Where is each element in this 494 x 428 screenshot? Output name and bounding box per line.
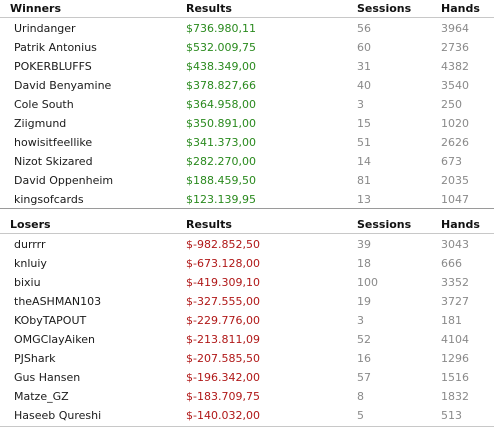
sessions-value: 5 xyxy=(357,409,364,422)
winners-table xyxy=(0,0,494,208)
player-name: POKERBLUFFS xyxy=(14,60,92,73)
hands-header: Hands xyxy=(441,218,480,231)
hands-value: 4104 xyxy=(441,333,469,346)
player-name: Urindanger xyxy=(14,22,76,35)
hands-value: 2035 xyxy=(441,174,469,187)
result-value: $736.980,11 xyxy=(186,22,256,35)
result-value: $-213.811,09 xyxy=(186,333,260,346)
player-name: Gus Hansen xyxy=(14,371,81,384)
result-value: $-196.342,00 xyxy=(186,371,260,384)
sessions-value: 16 xyxy=(357,352,371,365)
player-name: Matze_GZ xyxy=(14,390,69,403)
sessions-value: 100 xyxy=(357,276,378,289)
sessions-value: 8 xyxy=(357,390,364,403)
table-row xyxy=(0,94,494,113)
sessions-value: 39 xyxy=(357,238,371,251)
result-value: $378.827,66 xyxy=(186,79,256,92)
table-row xyxy=(0,386,494,405)
table-row xyxy=(0,310,494,329)
losers-header: Losers xyxy=(10,218,51,231)
sessions-value: 3 xyxy=(357,314,364,327)
hands-value: 1020 xyxy=(441,117,469,130)
player-name: OMGClayAiken xyxy=(14,333,95,346)
player-name: knluiy xyxy=(14,257,47,270)
table-row xyxy=(0,151,494,170)
table-row xyxy=(0,405,494,424)
result-value: $-419.309,10 xyxy=(186,276,260,289)
hands-value: 3727 xyxy=(441,295,469,308)
player-name: durrrr xyxy=(14,238,46,251)
player-name: Ziigmund xyxy=(14,117,67,130)
sessions-header: Sessions xyxy=(357,2,412,15)
player-name: theASHMAN103 xyxy=(14,295,102,308)
result-value: $350.891,00 xyxy=(186,117,256,130)
hands-value: 1516 xyxy=(441,371,469,384)
table-row xyxy=(0,234,494,253)
sessions-value: 81 xyxy=(357,174,371,187)
hands-value: 2736 xyxy=(441,41,469,54)
result-value: $-982.852,50 xyxy=(186,238,260,251)
sessions-value: 60 xyxy=(357,41,371,54)
player-name: kingsofcards xyxy=(14,193,84,206)
table-row xyxy=(0,113,494,132)
hands-value: 3964 xyxy=(441,22,469,35)
player-name: David Benyamine xyxy=(14,79,112,92)
sessions-value: 52 xyxy=(357,333,371,346)
result-value: $364.958,00 xyxy=(186,98,256,111)
sessions-value: 19 xyxy=(357,295,371,308)
sessions-value: 40 xyxy=(357,79,371,92)
result-value: $-140.032,00 xyxy=(186,409,260,422)
result-value: $188.459,50 xyxy=(186,174,256,187)
result-value: $-229.776,00 xyxy=(186,314,260,327)
player-name: howisitfeellike xyxy=(14,136,93,149)
hands-value: 3540 xyxy=(441,79,469,92)
player-name: Nizot Skizared xyxy=(14,155,93,168)
player-name: Haseeb Qureshi xyxy=(14,409,102,422)
table-row xyxy=(0,132,494,151)
player-name: KObyTAPOUT xyxy=(14,314,87,327)
player-name: bixiu xyxy=(14,276,41,289)
losers-header-row xyxy=(0,216,494,234)
result-value: $-207.585,50 xyxy=(186,352,260,365)
hands-value: 3043 xyxy=(441,238,469,251)
winners-rows xyxy=(0,18,494,208)
hands-value: 250 xyxy=(441,98,462,111)
winners-header: Winners xyxy=(10,2,61,15)
result-value: $532.009,75 xyxy=(186,41,256,54)
sessions-value: 14 xyxy=(357,155,371,168)
sessions-header: Sessions xyxy=(357,218,412,231)
hands-value: 181 xyxy=(441,314,462,327)
losers-table xyxy=(0,216,494,424)
hands-value: 513 xyxy=(441,409,462,422)
table-row xyxy=(0,272,494,291)
player-name: PJShark xyxy=(14,352,56,365)
sessions-value: 3 xyxy=(357,98,364,111)
table-row xyxy=(0,348,494,367)
results-header: Results xyxy=(186,2,232,15)
sessions-value: 57 xyxy=(357,371,371,384)
hands-value: 1832 xyxy=(441,390,469,403)
player-name: David Oppenheim xyxy=(14,174,114,187)
table-row xyxy=(0,329,494,348)
player-name: Patrik Antonius xyxy=(14,41,97,54)
sessions-value: 18 xyxy=(357,257,371,270)
result-value: $341.373,00 xyxy=(186,136,256,149)
sessions-value: 51 xyxy=(357,136,371,149)
table-row xyxy=(0,170,494,189)
table-row xyxy=(0,253,494,272)
table-row xyxy=(0,37,494,56)
hands-value: 666 xyxy=(441,257,462,270)
hands-value: 3352 xyxy=(441,276,469,289)
hands-value: 1047 xyxy=(441,193,469,206)
section-divider xyxy=(0,208,494,209)
table-bottom-border xyxy=(0,426,494,427)
hands-header: Hands xyxy=(441,2,480,15)
result-value: $123.139,95 xyxy=(186,193,256,206)
table-row xyxy=(0,18,494,37)
table-row xyxy=(0,189,494,208)
hands-value: 4382 xyxy=(441,60,469,73)
result-value: $-183.709,75 xyxy=(186,390,260,403)
sessions-value: 56 xyxy=(357,22,371,35)
table-row xyxy=(0,367,494,386)
table-row xyxy=(0,75,494,94)
sessions-value: 13 xyxy=(357,193,371,206)
hands-value: 673 xyxy=(441,155,462,168)
table-row xyxy=(0,56,494,75)
hands-value: 1296 xyxy=(441,352,469,365)
result-value: $438.349,00 xyxy=(186,60,256,73)
result-value: $282.270,00 xyxy=(186,155,256,168)
result-value: $-673.128,00 xyxy=(186,257,260,270)
losers-rows xyxy=(0,234,494,424)
winners-header-row xyxy=(0,0,494,18)
hands-value: 2626 xyxy=(441,136,469,149)
sessions-value: 15 xyxy=(357,117,371,130)
sessions-value: 31 xyxy=(357,60,371,73)
player-name: Cole South xyxy=(14,98,74,111)
results-header: Results xyxy=(186,218,232,231)
result-value: $-327.555,00 xyxy=(186,295,260,308)
table-row xyxy=(0,291,494,310)
